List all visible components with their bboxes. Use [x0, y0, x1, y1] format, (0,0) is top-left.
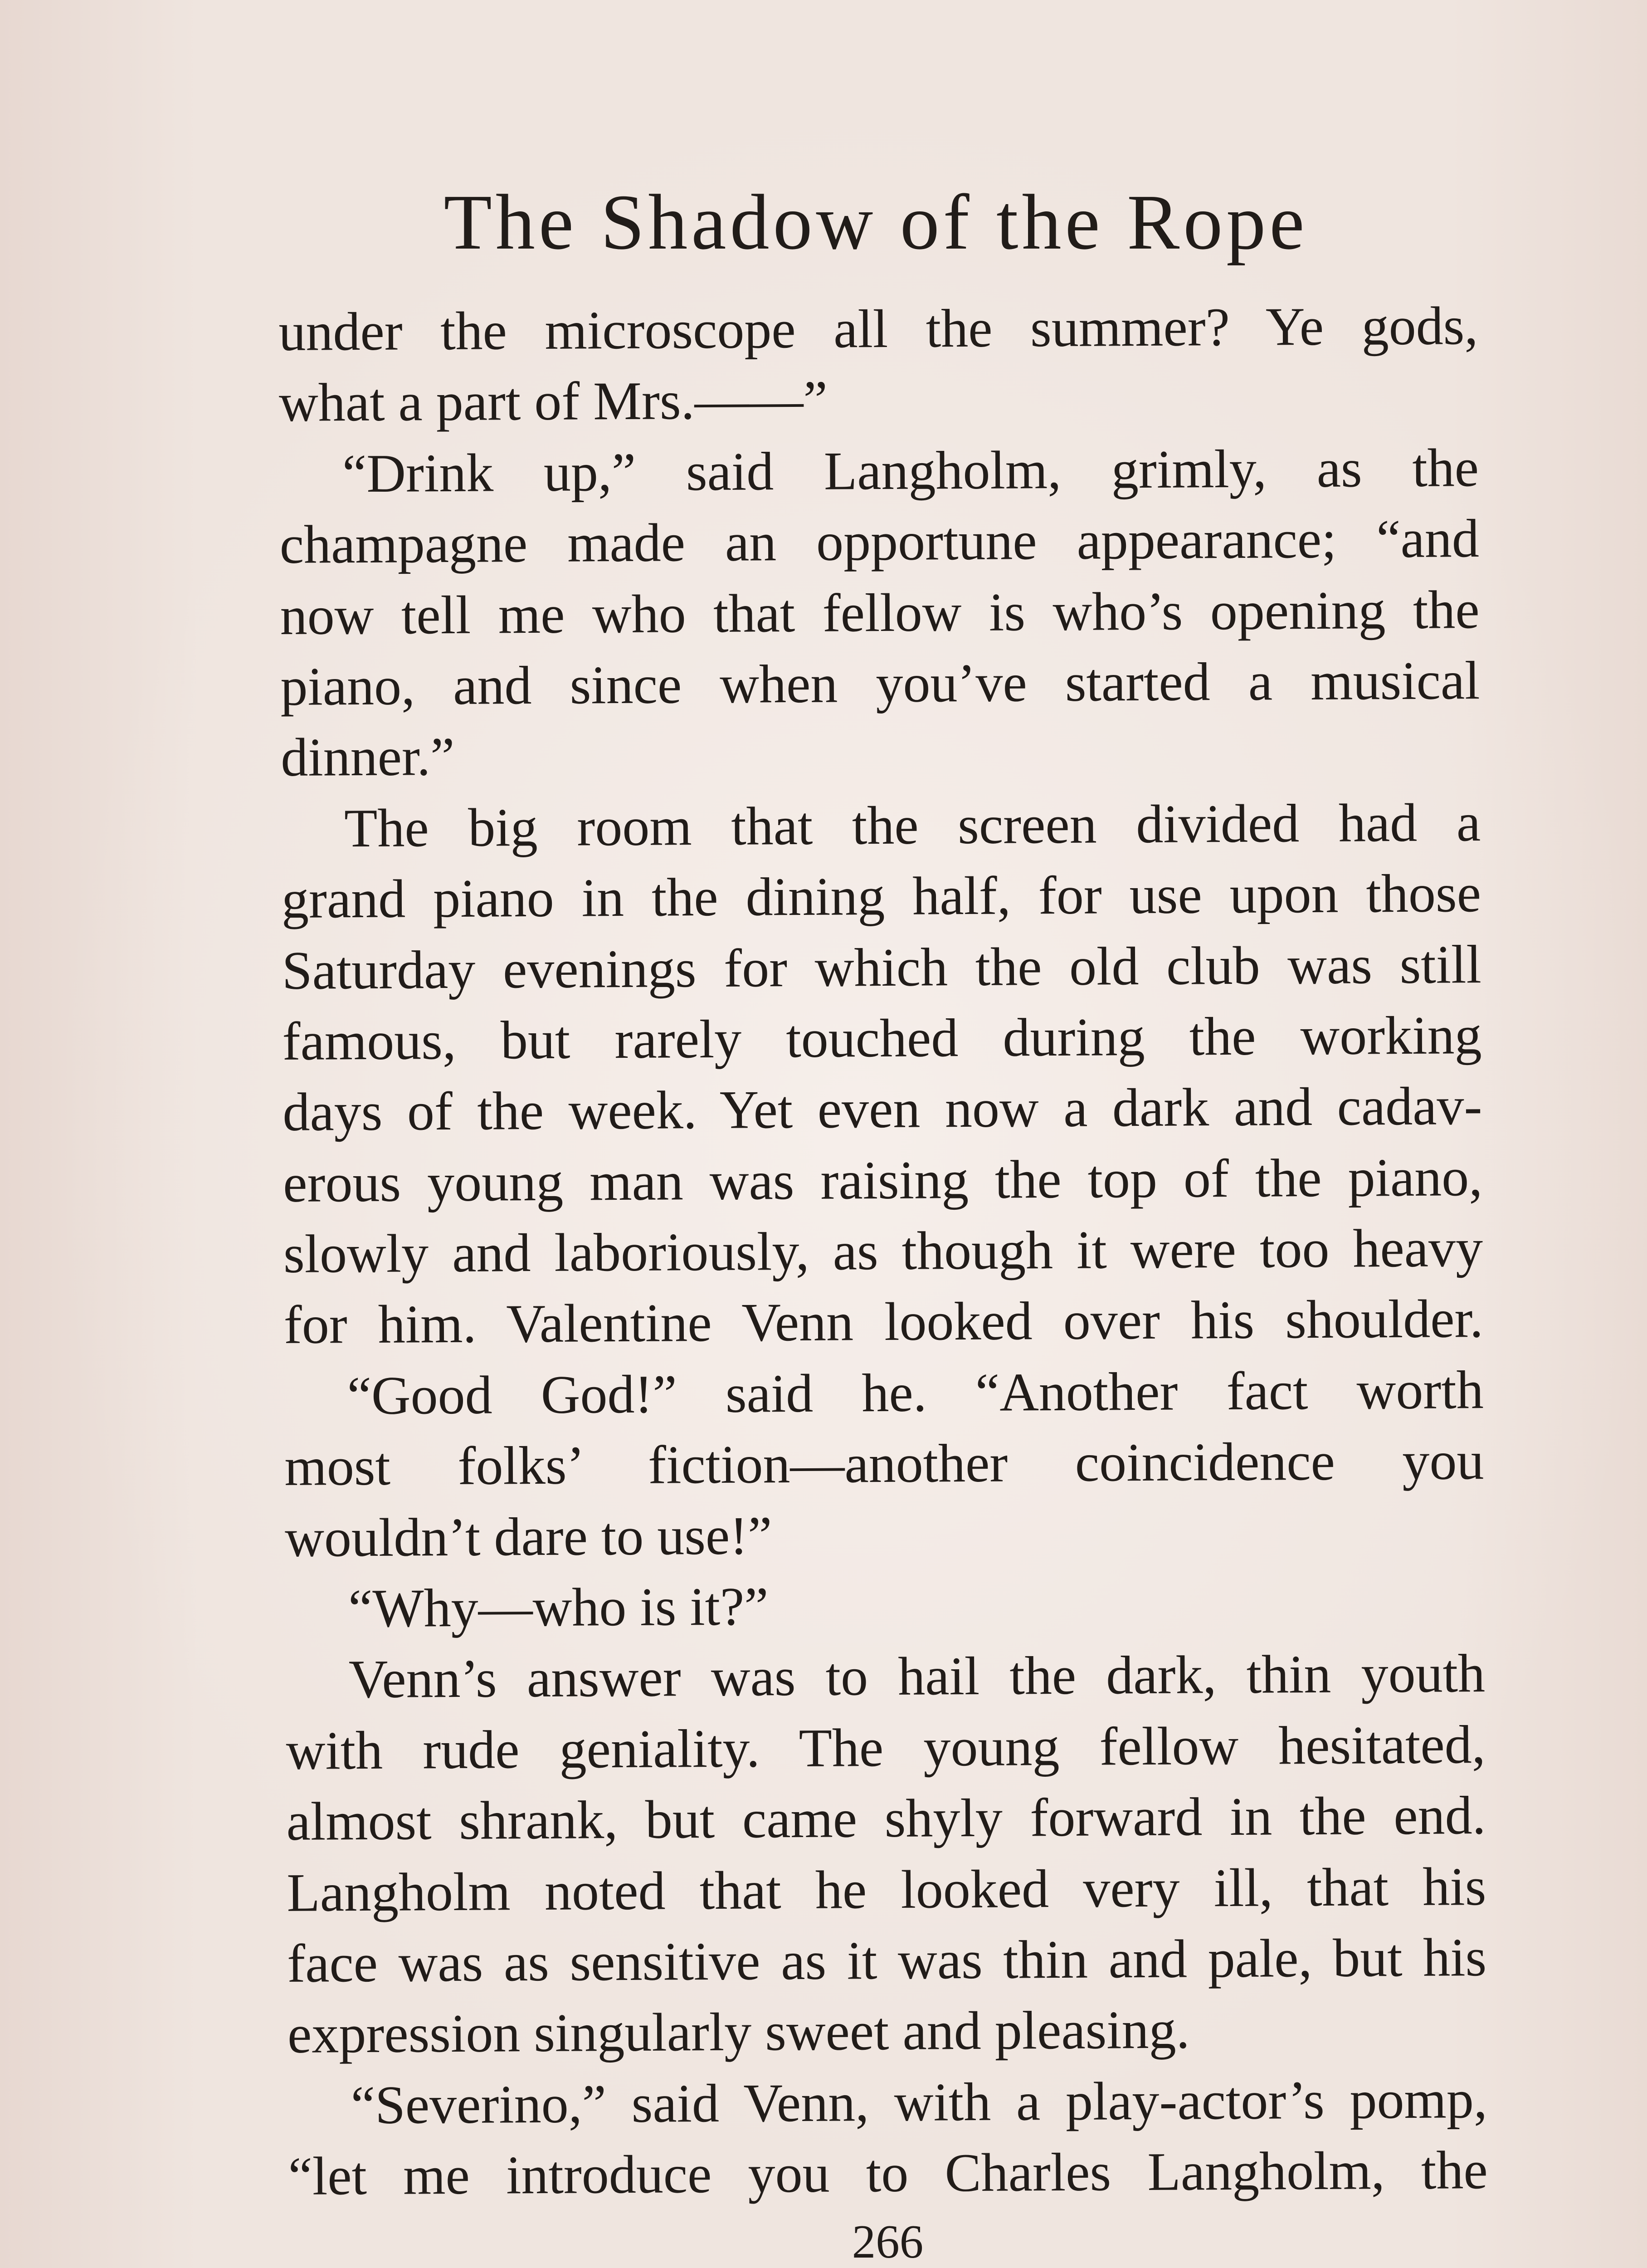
paragraph	[278, 290, 1479, 439]
text-line: “let me introduce you to Charles Langholm, the	[288, 2140, 1488, 2207]
paragraph	[279, 432, 1481, 793]
text-line: expression singularly sweet and pleasing.	[287, 1999, 1190, 2065]
text-line: under the microscope all the summer? Ye gods,	[278, 295, 1478, 362]
text-line: what a part of Mrs.——”	[278, 370, 828, 433]
text-line: Venn’s answer was to hail the dark, thin youth	[348, 1643, 1486, 1710]
running-head: The Shadow of the Rope	[443, 178, 1308, 266]
text-line: “Drink up,” said Langholm, grimly, as the	[342, 437, 1479, 504]
text-line: erous young man was raising the top of the piano,	[283, 1146, 1483, 1213]
text-line: days of the week. Yet even now a dark and cadav-	[283, 1075, 1482, 1143]
paragraph	[287, 2064, 1488, 2212]
text-line: for him. Valentine Venn looked over his shoulder.	[283, 1288, 1484, 1355]
text-line: now tell me who that fellow is who’s opening the	[280, 579, 1480, 646]
text-line: champagne made an opportune appearance; “and	[279, 508, 1480, 575]
text-line: “Good God!” said he. “Another fact worth	[347, 1359, 1484, 1426]
text-line: wouldn’t dare to use!”	[284, 1505, 772, 1568]
text-line: “Why—who is it?”	[348, 1576, 769, 1639]
text-line: dinner.”	[280, 726, 455, 788]
page-number: 266	[852, 2215, 924, 2268]
paragraph	[286, 1638, 1487, 2070]
text-line: “Severino,” said Venn, with a play-actor’s pomp,	[351, 2068, 1488, 2135]
text-line: face was as sensitive as it was thin and pale, but his	[287, 1927, 1487, 1994]
text-line: grand piano in the dining half, for use upon those	[281, 863, 1481, 930]
text-line: most folks’ fiction—another coincidence you	[284, 1430, 1484, 1497]
text-line: piano, and since when you’ve started a musical	[280, 650, 1480, 717]
paragraph	[285, 1567, 1485, 1644]
body-text	[278, 290, 1488, 2212]
text-line: Langholm noted that he looked very ill, that his	[287, 1856, 1486, 1923]
text-line: slowly and laboriously, as though it were too heavy	[283, 1217, 1483, 1285]
text-line: Saturday evenings for which the old club was still	[282, 934, 1482, 1001]
text-line: famous, but rarely touched during the working	[282, 1004, 1482, 1071]
paragraph	[281, 787, 1484, 1361]
text-line: with rude geniality. The young fellow hesitated,	[286, 1714, 1486, 1781]
text-line: The big room that the screen divided had a	[344, 792, 1481, 858]
text-line: almost shrank, but came shyly forward in the end.	[286, 1785, 1486, 1852]
paragraph	[284, 1354, 1484, 1574]
